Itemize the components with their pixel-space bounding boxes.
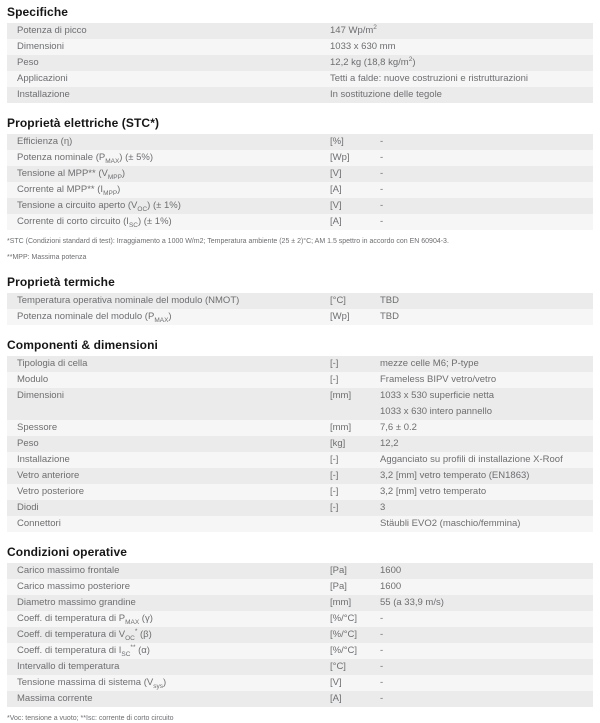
row-label: Intervallo di temperatura <box>17 661 120 672</box>
row-label: Connettori <box>17 518 61 529</box>
table-row <box>7 23 593 39</box>
row-value: Frameless BIPV vetro/vetro <box>380 374 497 385</box>
row-label: Spessore <box>17 422 58 433</box>
row-value: 3,2 [mm] vetro temperato <box>380 486 487 497</box>
row-label: Diodi <box>17 502 39 513</box>
row-label: Vetro anteriore <box>17 470 80 481</box>
table-row <box>7 309 593 325</box>
row-label: Massima corrente <box>17 693 93 704</box>
table-row <box>7 563 593 579</box>
row-label: Potenza di picco <box>17 25 87 36</box>
row-unit: [A] <box>330 184 342 195</box>
row-value: - <box>380 645 384 656</box>
row-label: Tensione massima di sistema $(V_{sys})$ <box>17 677 167 690</box>
section-rows <box>7 23 593 103</box>
section-title: Specifiche <box>7 5 69 19</box>
table-row <box>7 356 593 372</box>
row-value: TBD <box>380 295 399 306</box>
row-value: Stäubli EVO2 (maschio/femmina) <box>380 518 521 529</box>
table-row <box>7 372 593 388</box>
table-row <box>7 71 593 87</box>
table-row <box>7 691 593 707</box>
section-condizioni-operative <box>7 545 593 723</box>
row-value: Tetti a falde: nuove costruzioni e ristrutturazioni <box>330 73 529 84</box>
row-label: Installazione <box>17 454 70 465</box>
row-value: - <box>380 661 384 672</box>
row-unit: [Pa] <box>330 565 347 576</box>
row-unit: [-] <box>330 454 339 465</box>
row-unit: [-] <box>330 470 339 481</box>
row-label: Tensione al MPP** $(V_{MPP})$ <box>17 168 126 181</box>
section-rows <box>7 134 593 230</box>
row-unit: [%/°C] <box>330 629 358 640</box>
row-label: Carico massimo posteriore <box>17 581 130 592</box>
row-label: Installazione <box>17 89 70 100</box>
table-row <box>7 627 593 643</box>
row-value: 1600 <box>380 565 402 576</box>
row-label: Coeff. di temperatura di $I_{SC}^{**}$ (α) <box>17 643 150 658</box>
table-row <box>7 420 593 436</box>
table-row <box>7 675 593 691</box>
row-value-line: 1033 x 530 superficie netta <box>380 390 495 401</box>
section-footnotes <box>7 715 593 723</box>
row-value: - <box>380 613 384 624</box>
table-row <box>7 659 593 675</box>
row-label: Potenza nominale del modulo $(P_{MAX})$ <box>17 311 172 324</box>
table-row <box>7 468 593 484</box>
footnote: **MPP: Massima potenza <box>7 254 87 261</box>
row-value: 12,2 kg (18,8 $kg/m^2$) <box>330 55 416 68</box>
row-label: Temperatura operativa nominale del modulo (NMOT) <box>17 295 240 306</box>
row-unit: [-] <box>330 358 339 369</box>
row-label: Coeff. di temperatura di $V_{OC}^*$ (β) <box>17 627 152 642</box>
row-label: Tensione a circuito aperto $(V_{OC})$ (± 1%) <box>17 200 181 213</box>
table-row <box>7 150 593 166</box>
table-row <box>7 134 593 150</box>
row-unit: [Pa] <box>330 581 347 592</box>
row-unit: [°C] <box>330 295 346 306</box>
row-value: 147 $Wp/m^2$ <box>330 23 377 36</box>
row-value <box>380 388 593 420</box>
row-value: mezze celle M6; P-type <box>380 358 479 369</box>
footnote: *Voc: tensione a vuoto; **Isc: corrente di corto circuito <box>7 715 174 722</box>
table-row <box>7 579 593 595</box>
row-value: TBD <box>380 311 399 322</box>
section-title: Proprietà elettriche (STC*) <box>7 116 160 130</box>
table-row <box>7 166 593 182</box>
table-row <box>7 214 593 230</box>
table-row <box>7 388 593 420</box>
row-value: - <box>380 168 384 179</box>
table-row <box>7 516 593 532</box>
row-unit: [kg] <box>330 438 346 449</box>
table-row <box>7 500 593 516</box>
row-value: - <box>380 629 384 640</box>
table-row <box>7 611 593 627</box>
row-unit: [%/°C] <box>330 613 358 624</box>
section-rows <box>7 356 593 532</box>
table-row <box>7 293 593 309</box>
row-unit: [V] <box>330 168 342 179</box>
row-unit: [mm] <box>330 422 352 433</box>
section-title: Proprietà termiche <box>7 275 115 289</box>
row-label: Peso <box>17 438 39 449</box>
row-unit: [mm] <box>330 597 352 608</box>
row-label: Efficienza (η) <box>17 136 73 147</box>
table-row <box>7 182 593 198</box>
section-proprieta-termiche <box>7 275 593 325</box>
row-value-line: 1033 x 630 intero pannello <box>380 406 492 417</box>
row-label: Diametro massimo grandine <box>17 597 136 608</box>
table-row <box>7 643 593 659</box>
row-unit: [mm] <box>330 390 352 401</box>
row-value: 3,2 [mm] vetro temperato (EN1863) <box>380 470 530 481</box>
row-value: 3 <box>380 502 386 513</box>
row-label: Applicazioni <box>17 73 68 84</box>
row-value: - <box>380 200 384 211</box>
row-label: Corrente di corto circuito $(I_{SC})$ (± 1%) <box>17 216 172 229</box>
footnote: *STC (Condizioni standard di test): Irraggiamento a 1000 W/m2; Temperatura ambiente (25 ± 2)°C; AM 1.5 spettro in accordo con EN 60904-3. <box>7 238 449 245</box>
row-unit: [A] <box>330 693 342 704</box>
table-row <box>7 436 593 452</box>
row-value: - <box>380 136 384 147</box>
row-value: 55 (a 33,9 m/s) <box>380 597 444 608</box>
row-label: Dimensioni <box>17 41 64 52</box>
row-unit: [Wp] <box>330 152 350 163</box>
section-componenti-dimensioni <box>7 338 593 532</box>
row-label: Carico massimo frontale <box>17 565 120 576</box>
table-row <box>7 87 593 103</box>
row-unit: [V] <box>330 677 342 688</box>
row-unit: [Wp] <box>330 311 350 322</box>
row-value: - <box>380 677 384 688</box>
table-row <box>7 595 593 611</box>
section-rows <box>7 293 593 325</box>
row-value: - <box>380 184 384 195</box>
section-rows <box>7 563 593 707</box>
row-label: Modulo <box>17 374 49 385</box>
row-value: In sostituzione delle tegole <box>330 89 442 100</box>
row-label: Dimensioni <box>17 390 64 401</box>
row-unit: [-] <box>330 486 339 497</box>
row-value: 7,6 ± 0.2 <box>380 422 417 433</box>
row-value: Agganciato su profili di installazione X-Roof <box>380 454 563 465</box>
section-proprieta-elettriche <box>7 116 593 262</box>
row-unit: [A] <box>330 216 342 227</box>
row-label: Vetro posteriore <box>17 486 85 497</box>
section-specifiche <box>7 5 593 103</box>
row-unit: [%] <box>330 136 344 147</box>
section-title: Componenti & dimensioni <box>7 338 158 352</box>
row-value: - <box>380 693 384 704</box>
row-label: Tipologia di cella <box>17 358 88 369</box>
row-label: Peso <box>17 57 39 68</box>
row-unit: [°C] <box>330 661 346 672</box>
row-value: 12,2 <box>380 438 399 449</box>
section-footnotes <box>7 238 593 262</box>
row-value: - <box>380 152 384 163</box>
row-unit: [V] <box>330 200 342 211</box>
row-value: 1600 <box>380 581 402 592</box>
row-value: 1033 x 630 mm <box>330 41 396 52</box>
row-unit: [-] <box>330 502 339 513</box>
table-row <box>7 484 593 500</box>
section-title: Condizioni operative <box>7 545 128 559</box>
table-row <box>7 55 593 71</box>
table-row <box>7 39 593 55</box>
row-unit: [%/°C] <box>330 645 358 656</box>
row-label: Corrente al MPP** $(I_{MPP})$ <box>17 184 121 197</box>
row-label: Potenza nominale $(P_{MAX})$ (± 5%) <box>17 152 154 165</box>
row-unit: [-] <box>330 374 339 385</box>
table-row <box>7 198 593 214</box>
row-label: Coeff. di temperatura di $P_{MAX}$ (γ) <box>17 613 153 626</box>
row-value: - <box>380 216 384 227</box>
table-row <box>7 452 593 468</box>
